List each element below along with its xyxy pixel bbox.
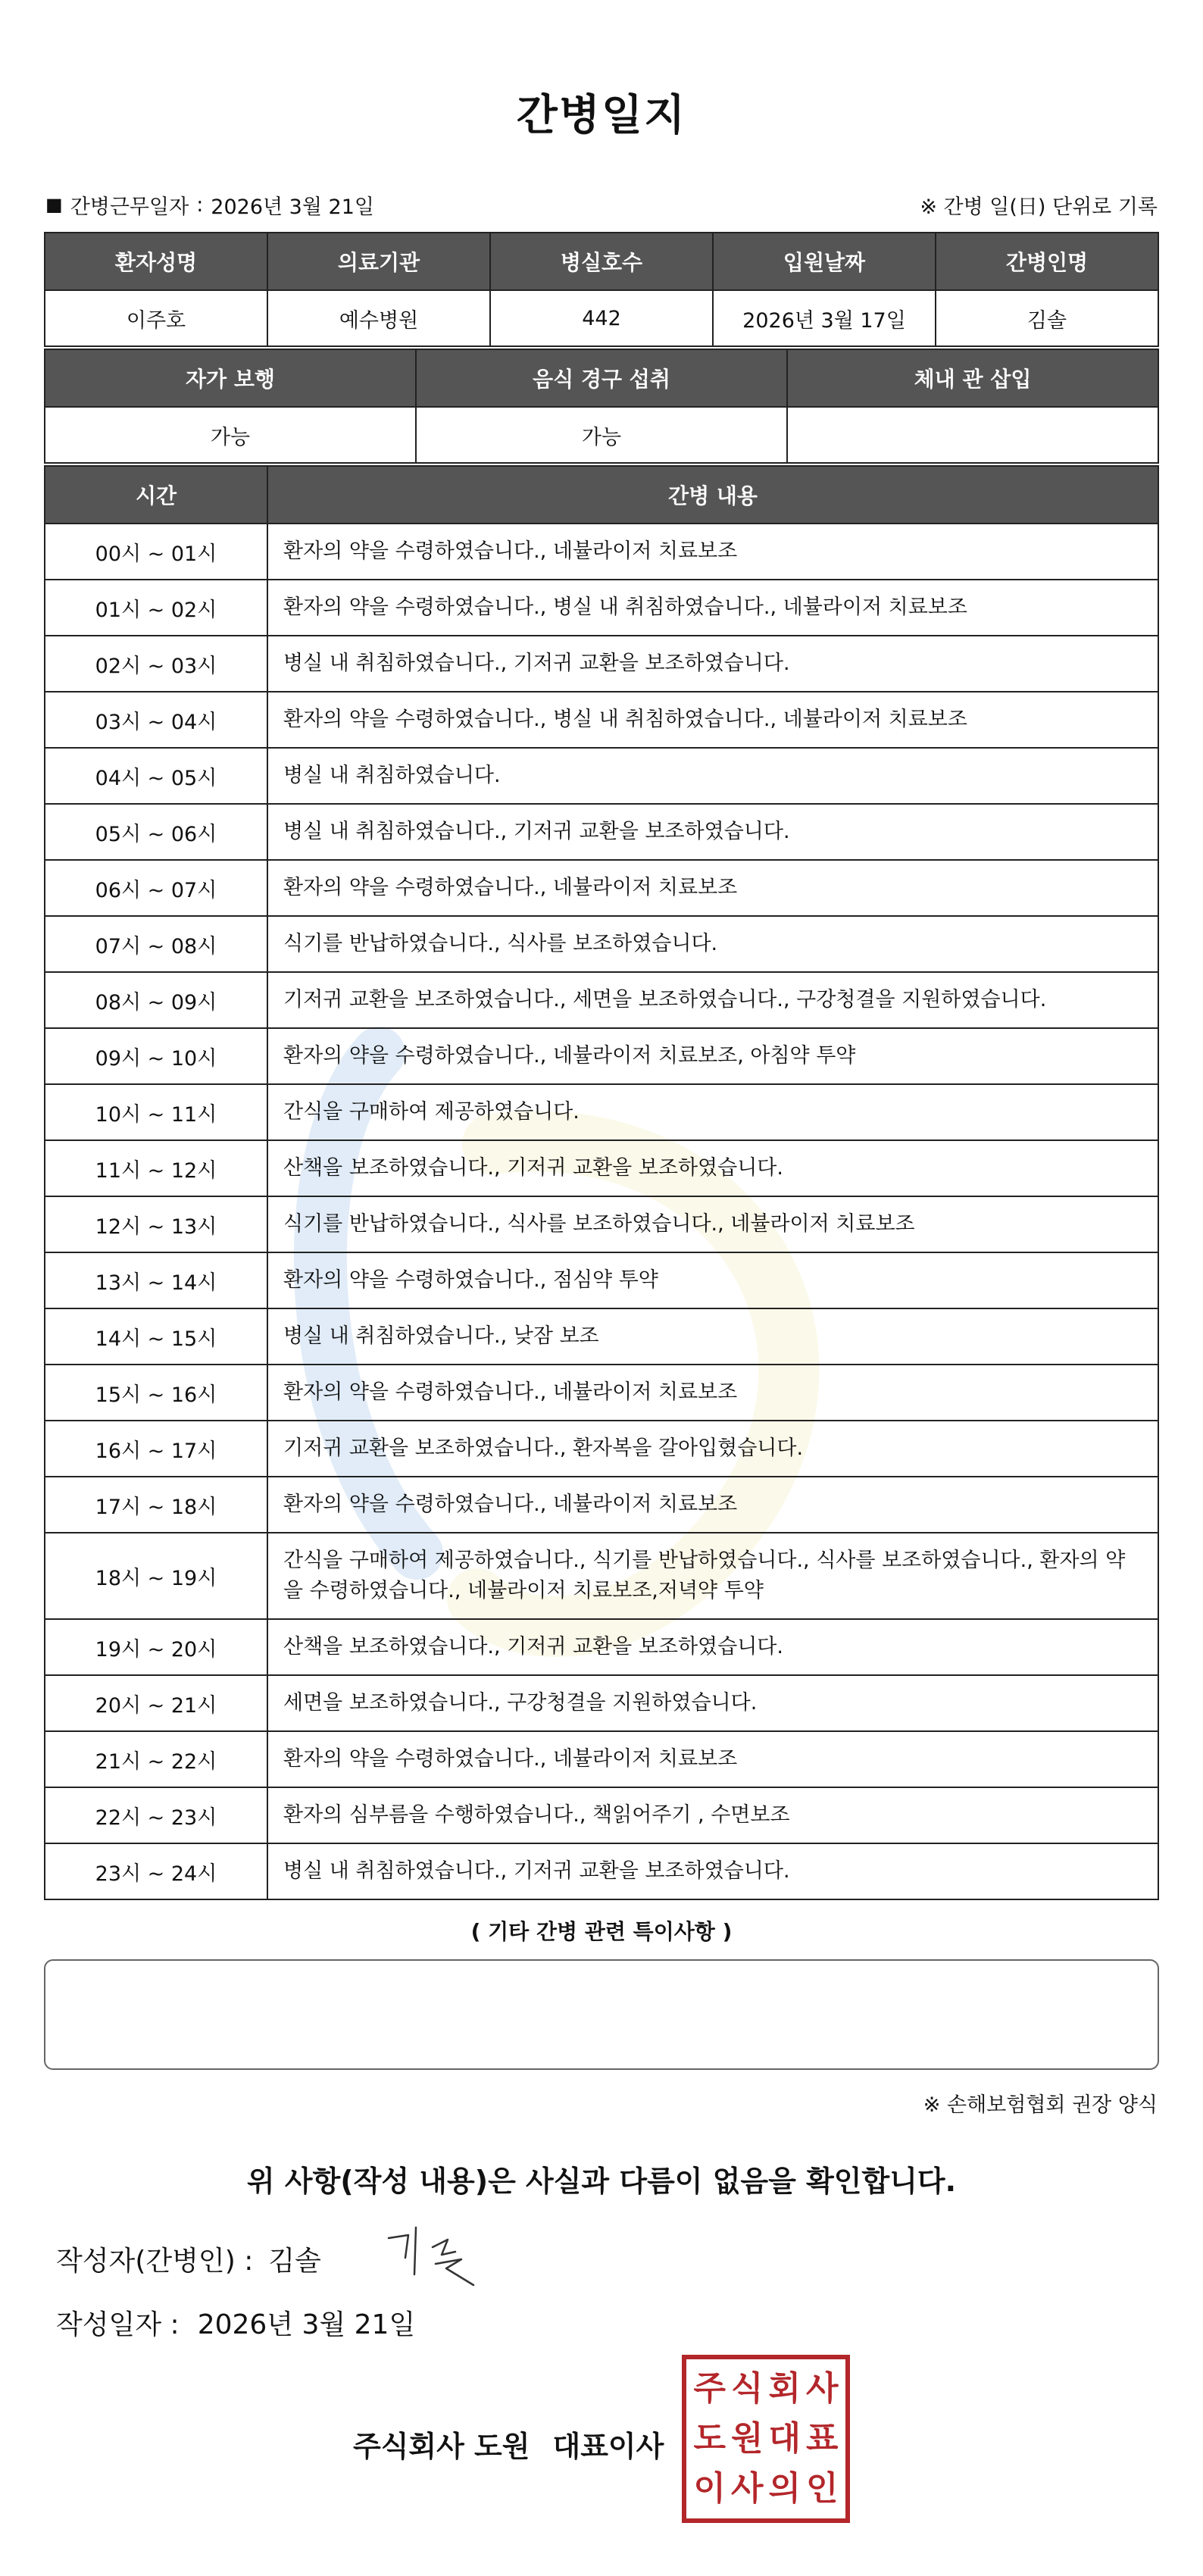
table-row — [45, 972, 1158, 1028]
header-room: 병실호수 — [490, 233, 713, 290]
tube-insertion-value — [787, 407, 1158, 463]
writer-line — [56, 2240, 321, 2278]
log-time: 02시 ~ 03시 — [45, 636, 267, 692]
log-time: 05시 ~ 06시 — [45, 804, 267, 860]
log-time: 19시 ~ 20시 — [45, 1619, 267, 1675]
patient-info-table — [44, 232, 1159, 347]
table-row — [45, 1308, 1158, 1365]
log-content: 병실 내 취침하였습니다. — [267, 748, 1158, 804]
seal-character: 주 — [693, 2369, 726, 2408]
log-content: 환자의 약을 수령하였습니다., 병실 내 취침하였습니다., 네뷸라이저 치료보조 — [267, 580, 1158, 636]
write-date-value: 2026년 3월 21일 — [197, 2309, 416, 2340]
seal-character: 원 — [730, 2419, 764, 2458]
admission-date: 2026년 3월 17일 — [713, 290, 936, 346]
table-row — [45, 1196, 1158, 1252]
company-role: 대표이사 — [552, 2430, 664, 2463]
hospital-name: 예수병원 — [267, 290, 490, 346]
care-log-table — [44, 465, 1159, 1900]
table-row — [45, 692, 1158, 748]
log-content: 환자의 약을 수령하였습니다., 점심약 투약 — [267, 1252, 1158, 1308]
table-row — [45, 1028, 1158, 1084]
work-date-row — [45, 188, 1158, 221]
log-time: 17시 ~ 18시 — [45, 1477, 267, 1533]
log-time: 22시 ~ 23시 — [45, 1787, 267, 1843]
log-content: 환자의 약을 수령하였습니다., 네뷸라이저 치료보조 — [267, 524, 1158, 580]
log-content: 환자의 약을 수령하였습니다., 네뷸라이저 치료보조 — [267, 1477, 1158, 1533]
log-time: 16시 ~ 17시 — [45, 1421, 267, 1477]
page-title: 간병일지 — [516, 91, 687, 140]
notes-box[interactable] — [44, 1959, 1159, 2070]
write-date-line — [56, 2303, 415, 2342]
log-time: 21시 ~ 22시 — [45, 1731, 267, 1787]
table-row — [45, 1084, 1158, 1140]
log-content: 환자의 약을 수령하였습니다., 네뷸라이저 치료보조 — [267, 1731, 1158, 1787]
log-content: 간식을 구매하여 제공하였습니다. — [267, 1084, 1158, 1140]
log-time: 15시 ~ 16시 — [45, 1365, 267, 1421]
table-row — [45, 636, 1158, 692]
header-hospital: 의료기관 — [267, 233, 490, 290]
log-content: 병실 내 취침하였습니다., 기저귀 교환을 보조하였습니다. — [267, 804, 1158, 860]
table-row — [45, 1675, 1158, 1731]
company-seal-stamp — [682, 2355, 850, 2523]
table-row — [45, 1843, 1158, 1899]
table-row — [45, 1365, 1158, 1421]
confirmation-statement: 위 사항(작성 내용)은 사실과 다름이 없음을 확인합니다. — [246, 2165, 957, 2198]
table-row — [45, 1140, 1158, 1196]
oral-intake-value: 가능 — [416, 407, 787, 463]
table-row — [45, 1731, 1158, 1787]
table-row — [45, 580, 1158, 636]
log-time: 08시 ~ 09시 — [45, 972, 267, 1028]
log-content: 기저귀 교환을 보조하였습니다., 세면을 보조하였습니다., 구강청결을 지원하였습니다. — [267, 972, 1158, 1028]
seal-character: 의 — [768, 2469, 801, 2508]
header-care-content: 간병 내용 — [267, 466, 1158, 524]
log-time: 12시 ~ 13시 — [45, 1196, 267, 1252]
seal-character: 사 — [805, 2369, 839, 2408]
room-number: 442 — [490, 290, 713, 346]
company-line — [353, 2423, 664, 2465]
seal-character: 도 — [693, 2419, 726, 2458]
log-content: 환자의 약을 수령하였습니다., 병실 내 취침하였습니다., 네뷸라이저 치료보조 — [267, 692, 1158, 748]
log-content: 환자의 약을 수령하였습니다., 네뷸라이저 치료보조 — [267, 860, 1158, 916]
notes-label: ( 기타 간병 관련 특이사항 ) — [470, 1919, 733, 1944]
self-walking-value: 가능 — [45, 407, 416, 463]
log-content: 간식을 구매하여 제공하였습니다., 식기를 반납하였습니다., 식사를 보조하였습니다., 환자의 약을 수령하였습니다., 네뷸라이저 치료보조,저녁약 투약 — [267, 1533, 1158, 1619]
log-content: 병실 내 취침하였습니다., 기저귀 교환을 보조하였습니다. — [267, 1843, 1158, 1899]
writer-name: 김솔 — [268, 2246, 321, 2277]
seal-character: 회 — [768, 2369, 801, 2408]
table-row — [45, 804, 1158, 860]
table-row — [45, 916, 1158, 972]
work-date-value: 2026년 3월 21일 — [211, 195, 374, 219]
company-name: 주식회사 도원 — [353, 2430, 530, 2463]
log-content: 환자의 약을 수령하였습니다., 네뷸라이저 치료보조 — [267, 1365, 1158, 1421]
patient-name: 이주호 — [45, 290, 267, 346]
log-time: 03시 ~ 04시 — [45, 692, 267, 748]
log-content: 산책을 보조하였습니다., 기저귀 교환을 보조하였습니다. — [267, 1619, 1158, 1675]
header-oral-intake: 음식 경구 섭취 — [416, 349, 787, 407]
square-bullet-icon: ■ — [45, 194, 63, 215]
header-admission-date: 입원날짜 — [713, 233, 936, 290]
work-date-separator: : — [196, 192, 204, 217]
seal-character: 대 — [768, 2419, 801, 2458]
table-row — [45, 524, 1158, 580]
log-time: 13시 ~ 14시 — [45, 1252, 267, 1308]
seal-character: 이 — [693, 2469, 726, 2508]
log-time: 11시 ~ 12시 — [45, 1140, 267, 1196]
log-time: 00시 ~ 01시 — [45, 524, 267, 580]
log-content: 세면을 보조하였습니다., 구강청결을 지원하였습니다. — [267, 1675, 1158, 1731]
recommended-form-note: ※ 손해보험협회 권장 양식 — [923, 2093, 1158, 2117]
log-content: 환자의 약을 수령하였습니다., 네뷸라이저 치료보조, 아침약 투약 — [267, 1028, 1158, 1084]
log-content: 산책을 보조하였습니다., 기저귀 교환을 보조하였습니다. — [267, 1140, 1158, 1196]
log-time: 09시 ~ 10시 — [45, 1028, 267, 1084]
table-row — [45, 748, 1158, 804]
log-time: 20시 ~ 21시 — [45, 1675, 267, 1731]
seal-character: 인 — [805, 2469, 839, 2508]
write-date-label: 작성일자 : — [56, 2309, 180, 2340]
log-content: 식기를 반납하였습니다., 식사를 보조하였습니다. — [267, 916, 1158, 972]
log-time: 06시 ~ 07시 — [45, 860, 267, 916]
log-content: 병실 내 취침하였습니다., 낮잠 보조 — [267, 1308, 1158, 1365]
log-content: 환자의 심부름을 수행하였습니다., 책읽어주기 , 수면보조 — [267, 1787, 1158, 1843]
table-row — [45, 1787, 1158, 1843]
table-row — [45, 1477, 1158, 1533]
log-time: 07시 ~ 08시 — [45, 916, 267, 972]
table-row — [45, 1619, 1158, 1675]
work-date — [45, 190, 374, 220]
seal-character: 사 — [730, 2469, 764, 2508]
table-row — [45, 860, 1158, 916]
writer-label: 작성자(간병인) : — [56, 2246, 254, 2277]
log-content: 병실 내 취침하였습니다., 기저귀 교환을 보조하였습니다. — [267, 636, 1158, 692]
patient-status-table — [44, 349, 1159, 464]
handwritten-signature — [383, 2221, 489, 2290]
caregiver-name: 김솔 — [936, 290, 1158, 346]
header-caregiver: 간병인명 — [936, 233, 1158, 290]
work-date-label: 간병근무일자 — [70, 195, 189, 219]
header-self-walking: 자가 보행 — [45, 349, 416, 407]
log-time: 10시 ~ 11시 — [45, 1084, 267, 1140]
table-row — [45, 1252, 1158, 1308]
seal-character: 식 — [730, 2369, 764, 2408]
table-row — [45, 1421, 1158, 1477]
log-time: 23시 ~ 24시 — [45, 1843, 267, 1899]
log-content: 식기를 반납하였습니다., 식사를 보조하였습니다., 네뷸라이저 치료보조 — [267, 1196, 1158, 1252]
log-content: 기저귀 교환을 보조하였습니다., 환자복을 갈아입혔습니다. — [267, 1421, 1158, 1477]
log-time: 04시 ~ 05시 — [45, 748, 267, 804]
log-time: 01시 ~ 02시 — [45, 580, 267, 636]
header-tube-insertion: 체내 관 삽입 — [787, 349, 1158, 407]
header-patient-name: 환자성명 — [45, 233, 267, 290]
log-time: 14시 ~ 15시 — [45, 1308, 267, 1365]
header-time: 시간 — [45, 466, 267, 524]
log-time: 18시 ~ 19시 — [45, 1533, 267, 1619]
seal-character: 표 — [805, 2419, 839, 2458]
table-row — [45, 1533, 1158, 1619]
record-unit-note: ※ 간병 일(日) 단위로 기록 — [920, 195, 1158, 219]
